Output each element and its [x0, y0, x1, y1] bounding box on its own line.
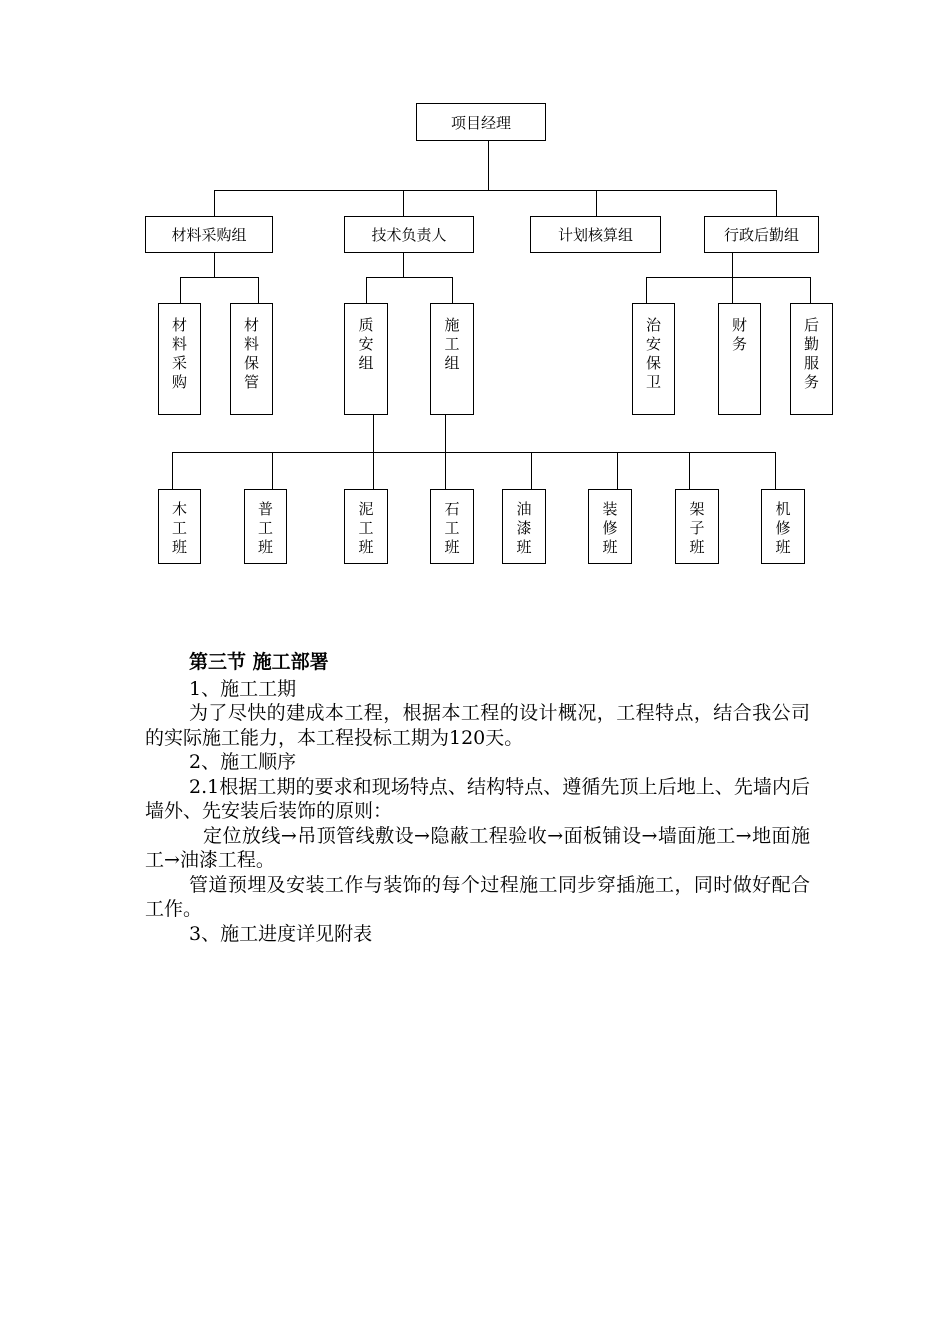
org-node-label: 装修班	[602, 500, 618, 556]
connector-line	[258, 277, 259, 303]
connector-line	[646, 277, 647, 303]
connector-line	[689, 452, 690, 489]
subsection-title: 1、施工工期	[189, 677, 297, 700]
org-node-label: 财务	[731, 316, 747, 353]
connector-line	[366, 277, 453, 278]
org-node-team	[675, 489, 719, 564]
connector-line	[214, 190, 777, 191]
org-node-admin-group: 行政后勤组	[704, 216, 819, 253]
org-node-label: 架子班	[689, 500, 705, 556]
org-node-quality-safety	[344, 303, 388, 415]
org-node-material-storage	[230, 303, 273, 415]
connector-line	[445, 414, 446, 452]
org-node-label: 泥工班	[358, 500, 374, 556]
org-node-root: 项目经理	[416, 103, 546, 141]
org-node-label: 材料采购	[171, 316, 187, 391]
document-body	[145, 650, 810, 946]
org-node-label: 施工组	[444, 316, 460, 372]
connector-line	[596, 190, 597, 216]
connector-line	[180, 277, 259, 278]
connector-line	[214, 252, 215, 277]
subsection-title: 3、施工进度详见附表	[189, 922, 373, 945]
connector-line	[775, 452, 776, 489]
connector-line	[732, 277, 733, 303]
connector-line	[180, 277, 181, 303]
org-node-label: 治安保卫	[645, 316, 661, 391]
paragraph: 为了尽快的建成本工程，根据本工程的设计概况，工程特点，结合我公司的实际施工能力，本工程投标工期为120天。	[145, 702, 810, 749]
org-node-security	[632, 303, 675, 415]
subsection-title: 2、施工顺序	[189, 751, 297, 773]
org-node-label: 后勤服务	[803, 316, 819, 391]
org-node-materials-group: 材料采购组	[145, 216, 273, 253]
connector-line	[646, 277, 811, 278]
connector-line	[214, 190, 215, 216]
process-flow: 定位放线→吊顶管线敷设→隐蔽工程验收→面板铺设→墙面施工→地面施工→油漆工程。	[145, 824, 810, 871]
org-node-finance	[718, 303, 761, 415]
connector-line	[272, 452, 273, 489]
paragraph: 管道预埋及安装工作与装饰的每个过程施工同步穿插施工，同时做好配合工作。	[145, 873, 810, 920]
org-node-logistics	[790, 303, 833, 415]
org-node-team	[588, 489, 632, 564]
org-node-label: 石工班	[444, 500, 460, 556]
connector-line	[488, 140, 489, 190]
connector-line	[403, 190, 404, 216]
connector-line	[445, 452, 446, 489]
org-node-label: 机修班	[775, 500, 791, 556]
org-node-team	[502, 489, 546, 564]
connector-line	[403, 252, 404, 277]
connector-line	[373, 414, 374, 452]
org-node-material-purchase	[158, 303, 201, 415]
org-node-label: 质安组	[358, 316, 374, 372]
connector-line	[172, 452, 173, 489]
connector-line	[172, 452, 776, 453]
org-node-team	[244, 489, 287, 564]
connector-line	[452, 277, 453, 303]
org-node-team	[430, 489, 474, 564]
paragraph: 2.1根据工期的要求和现场特点、结构特点、遵循先顶上后地上、先墙内后墙外、先安装后装饰的原则：	[145, 775, 810, 822]
org-node-label: 油漆班	[516, 500, 532, 556]
org-node-label: 材料保管	[243, 316, 259, 391]
org-node-label: 木工班	[171, 500, 187, 556]
org-node-team	[158, 489, 201, 564]
org-node-team	[761, 489, 805, 564]
connector-line	[373, 452, 374, 489]
connector-line	[776, 190, 777, 216]
connector-line	[617, 452, 618, 489]
org-node-label: 普工班	[257, 500, 273, 556]
section-heading: 第三节 施工部署	[189, 651, 329, 673]
connector-line	[732, 252, 733, 277]
org-node-tech-lead: 技术负责人	[344, 216, 474, 253]
org-node-planning-group: 计划核算组	[530, 216, 661, 253]
org-node-construction	[430, 303, 474, 415]
connector-line	[531, 452, 532, 489]
connector-line	[810, 277, 811, 303]
org-node-team	[344, 489, 388, 564]
connector-line	[366, 277, 367, 303]
